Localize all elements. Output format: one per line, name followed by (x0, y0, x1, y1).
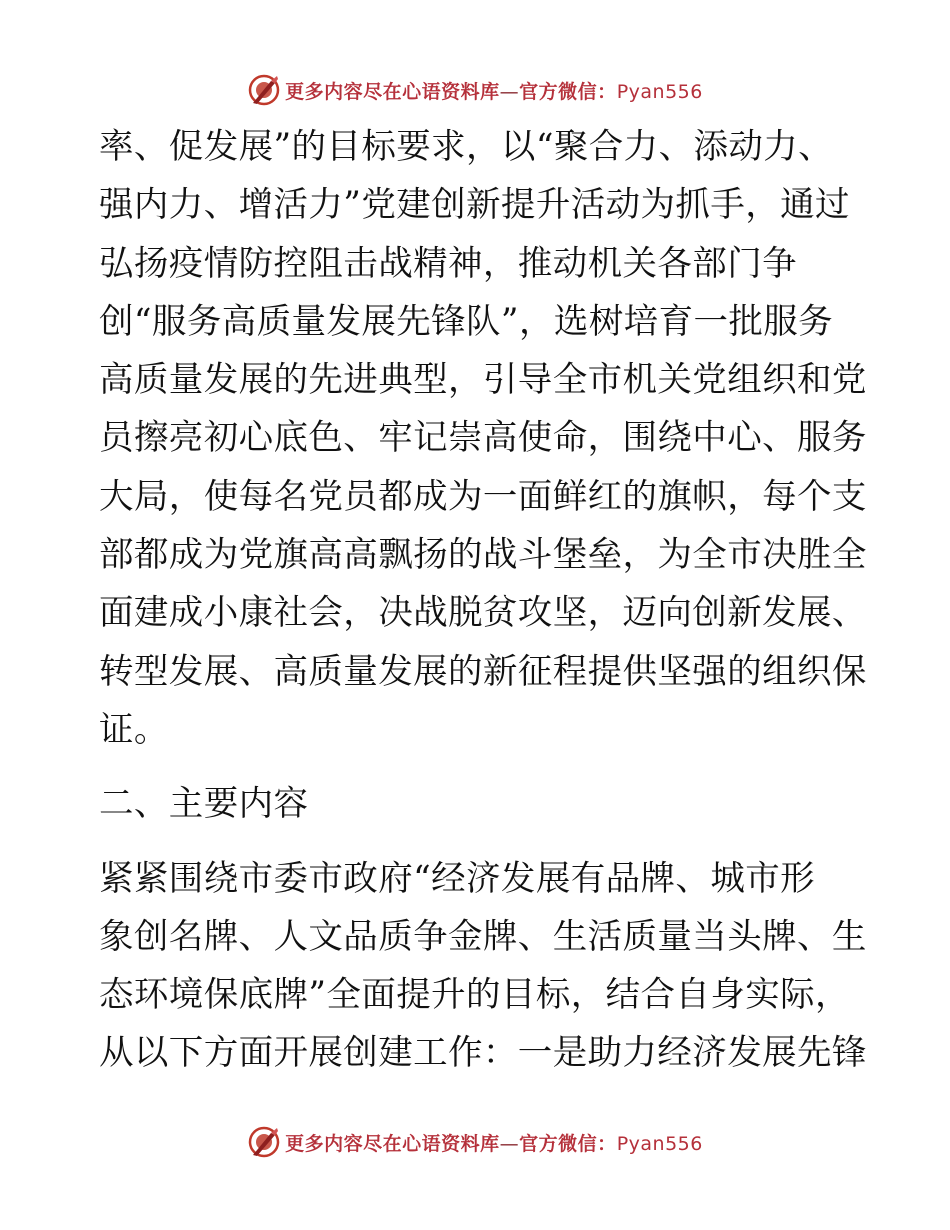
watermark-separator: — (499, 1132, 520, 1155)
text-line: 创“服务高质量发展先锋队”，选树培育一批服务 (99, 301, 834, 342)
paragraph-1 (99, 118, 867, 759)
text-line: 象创名牌、人文品质争金牌、生活质量当头牌、生 (99, 916, 867, 957)
text-line: 弘扬疫情防控阻击战精神，推动机关各部门争 (99, 243, 797, 284)
text-line: 大局，使每名党员都成为一面鲜红的旗帜，每个支 (99, 476, 867, 517)
paragraph-2 (99, 850, 867, 1083)
text-line: 态环境保底牌”全面提升的目标，结合自身实际， (99, 975, 850, 1016)
text-line: 强内力、增活力”党建创新提升活动为抓手，通过 (99, 185, 850, 226)
watermark-text (285, 77, 703, 104)
text-line: 部都成为党旗高高飘扬的战斗堡垒，为全市决胜全 (99, 535, 867, 576)
watermark-wechat-label: 官方微信： (519, 80, 617, 103)
watermark-wechat-id: Pyan556 (616, 1132, 703, 1155)
footer-watermark (0, 1122, 950, 1162)
quill-seal-icon (247, 73, 281, 107)
watermark-site-text: 更多内容尽在心语资料库 (285, 1132, 500, 1155)
document-body (99, 118, 867, 1083)
text-line: 率、促发展”的目标要求，以“聚合力、添动力、 (99, 127, 834, 167)
watermark-wechat-id: Pyan556 (616, 80, 703, 103)
text-line: 员擦亮初心底色、牢记崇高使命，围绕中心、服务 (99, 418, 867, 459)
text-line: 面建成小康社会，决战脱贫攻坚，迈向创新发展、 (99, 593, 867, 634)
text-line: 转型发展、高质量发展的新征程提供坚强的组织保 (99, 651, 867, 692)
watermark-site-text: 更多内容尽在心语资料库 (285, 80, 500, 103)
text-line: 证。 (99, 709, 169, 750)
text-line: 紧紧围绕市委市政府“经济发展有品牌、城市形 (99, 858, 816, 899)
header-watermark (0, 70, 950, 110)
watermark-wechat-label: 官方微信： (519, 1132, 617, 1155)
section-heading: 二、主要内容 (99, 784, 309, 825)
quill-seal-icon (247, 1125, 281, 1159)
watermark-separator: — (499, 80, 520, 103)
text-line: 高质量发展的先进典型，引导全市机关党组织和党 (99, 360, 867, 401)
watermark-text (285, 1129, 703, 1156)
text-line: 从以下方面开展创建工作：一是助力经济发展先锋 (99, 1033, 867, 1074)
